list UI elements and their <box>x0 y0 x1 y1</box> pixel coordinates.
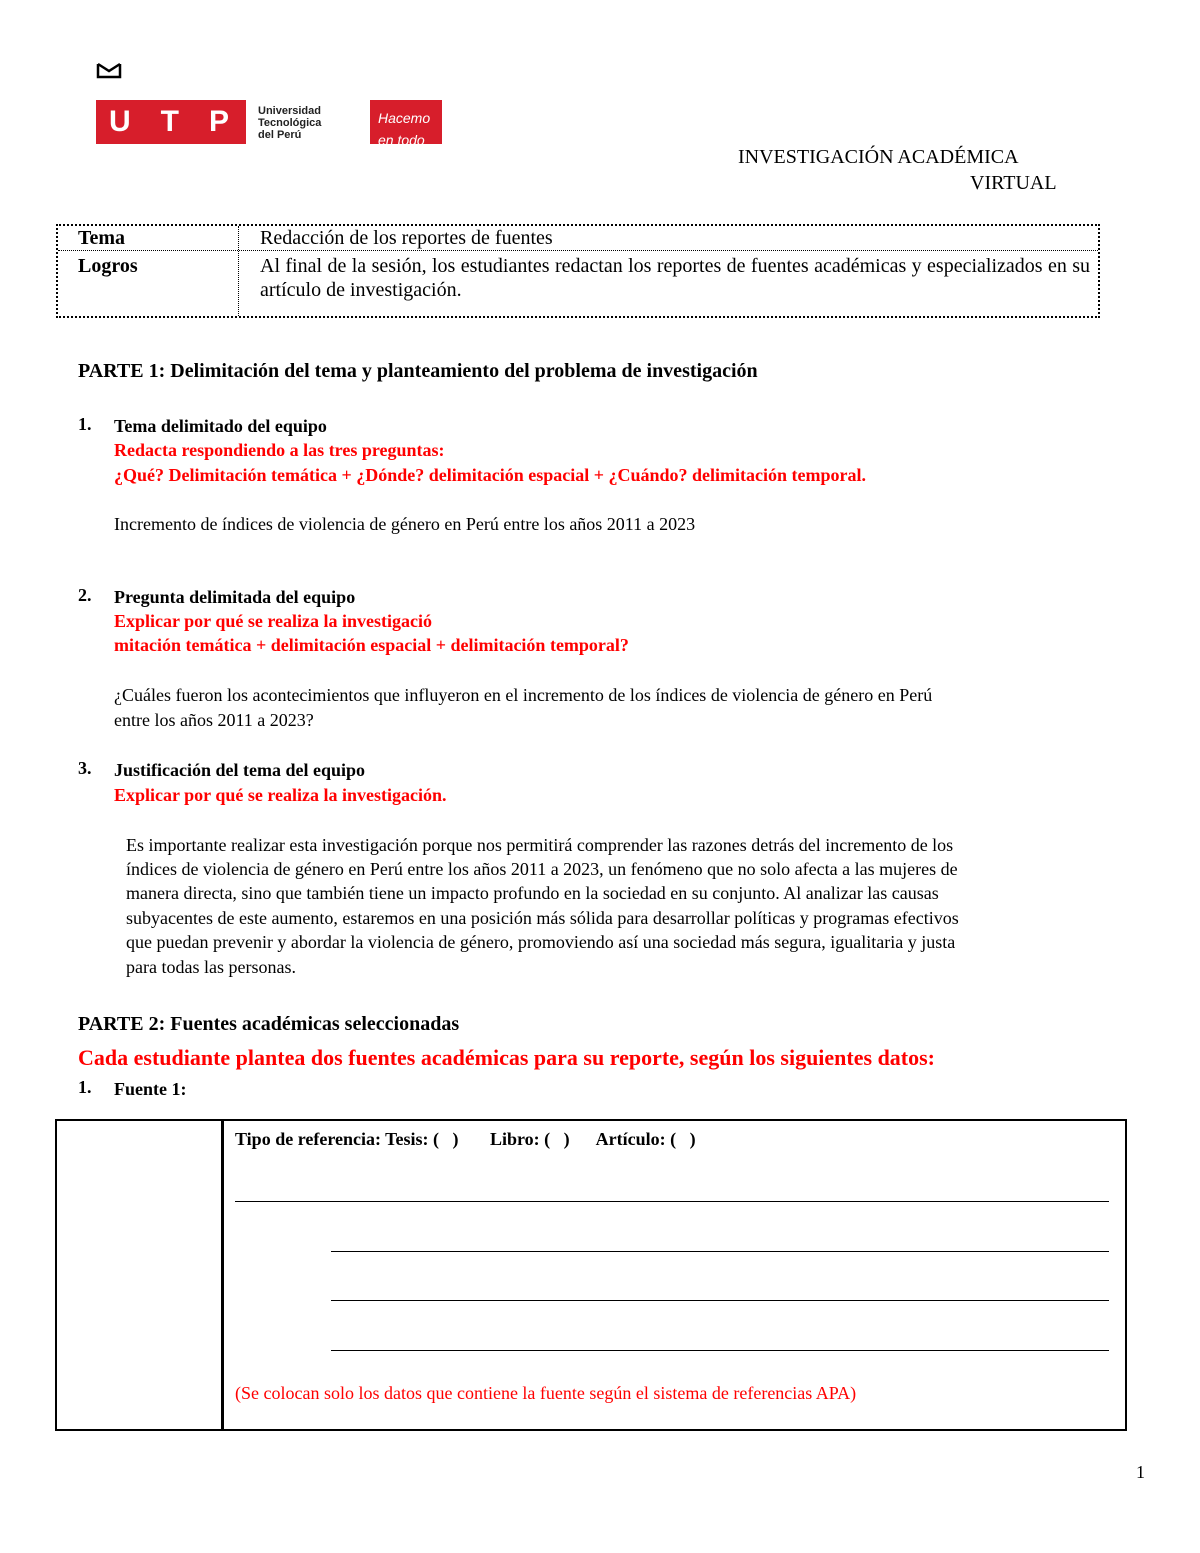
part1-heading: PARTE 1: Delimitación del tema y planteamiento del problema de investigación <box>78 360 758 382</box>
item1-instruction-detail: ¿Qué? Delimitación temática + ¿Dónde? delimitación espacial + ¿Cuándo? delimitación temporal. <box>114 465 866 485</box>
item1-answer: Incremento de índices de violencia de género en Perú entre los años 2011 a 2023 <box>114 514 696 534</box>
justification-line: índices de violencia de género en Perú entre los años 2011 a 2023, un fenómeno que no solo afecta a las mujeres de <box>126 859 958 879</box>
slogan-line: Hacemo <box>378 110 431 126</box>
university-name-line: Universidad <box>258 105 321 117</box>
reference-blank-line[interactable] <box>235 1201 1109 1202</box>
university-name-line: Tecnológica <box>258 117 322 129</box>
item2-instruction: Explicar por qué se realiza la investigació <box>114 611 432 631</box>
utp-logo <box>96 100 246 144</box>
item1-number: 1. <box>78 414 92 434</box>
logo-letter-p: P <box>208 105 233 138</box>
justification-line: que puedan prevenir y abordar la violencia de género, promoviendo así una sociedad más segura, igualitaria y justa <box>126 932 956 952</box>
item3-instruction: Explicar por qué se realiza la investigación. <box>114 785 447 805</box>
logo-letter-t: T <box>160 105 183 138</box>
logo-letter-u: U <box>108 105 135 138</box>
document-title: INVESTIGACIÓN ACADÉMICA <box>738 146 1019 168</box>
document-title-continued: VIRTUAL <box>970 172 1057 194</box>
mail-icon <box>96 60 122 80</box>
tema-label: Tema <box>78 227 126 249</box>
item2-title: Pregunta delimitada del equipo <box>114 587 356 607</box>
item3-title: Justificación del tema del equipo <box>114 760 365 780</box>
item2-number: 2. <box>78 585 92 605</box>
source-table <box>55 1119 1127 1431</box>
tema-value: Redacción de los reportes de fuentes <box>260 227 553 249</box>
apa-note: (Se colocan solo los datos que contiene la fuente según el sistema de referencias APA) <box>235 1383 857 1403</box>
page-number: 1 <box>1136 1462 1145 1482</box>
logros-label: Logros <box>78 255 138 277</box>
slogan-line: en todo <box>378 132 425 144</box>
theme-table <box>56 224 1100 318</box>
reference-blank-line[interactable] <box>331 1300 1109 1301</box>
item3-number: 3. <box>78 758 92 778</box>
item2-answer-line: entre los años 2011 a 2023? <box>114 710 314 730</box>
part2-heading: PARTE 2: Fuentes académicas seleccionadas <box>78 1013 460 1035</box>
item2-instruction-detail: mitación temática + delimitación espacial + delimitación temporal? <box>114 635 629 655</box>
item1-instruction: Redacta respondiendo a las tres preguntas: <box>114 440 445 460</box>
justification-line: manera directa, sino que también tiene un impacto profundo en la sociedad en su conjunto. Al analizar las causas <box>126 883 939 903</box>
university-name-line: del Perú <box>258 129 302 141</box>
justification-line: Es importante realizar esta investigación porque nos permitirá comprender las razones detrás del incremento de los <box>126 835 954 855</box>
item2-answer-line: ¿Cuáles fueron los acontecimientos que influyeron en el incremento de los índices de violencia de género en Perú <box>114 685 933 705</box>
item1-title: Tema delimitado del equipo <box>114 416 327 436</box>
source1-number: 1. <box>78 1077 92 1097</box>
reference-type: Tipo de referencia: Tesis: ( ) Libro: ( ) Artículo: ( ) <box>235 1129 696 1149</box>
reference-blank-line[interactable] <box>331 1350 1109 1351</box>
part2-instruction: Cada estudiante plantea dos fuentes académicas para su reporte, según los siguientes datos: <box>78 1045 936 1070</box>
justification-line: subyacentes de este aumento, estaremos en una posición más sólida para desarrollar políticas y programas efectivos <box>126 908 959 928</box>
justification-line: para todas las personas. <box>126 957 296 977</box>
university-name <box>258 105 348 141</box>
source1-label: Fuente 1: <box>114 1079 187 1099</box>
slogan-banner <box>370 100 442 144</box>
reference-blank-line[interactable] <box>331 1251 1109 1252</box>
logros-value: Al final de la sesión, los estudiantes redactan los reportes de fuentes académicas y especializados en su artículo de investigación. <box>260 255 1090 301</box>
